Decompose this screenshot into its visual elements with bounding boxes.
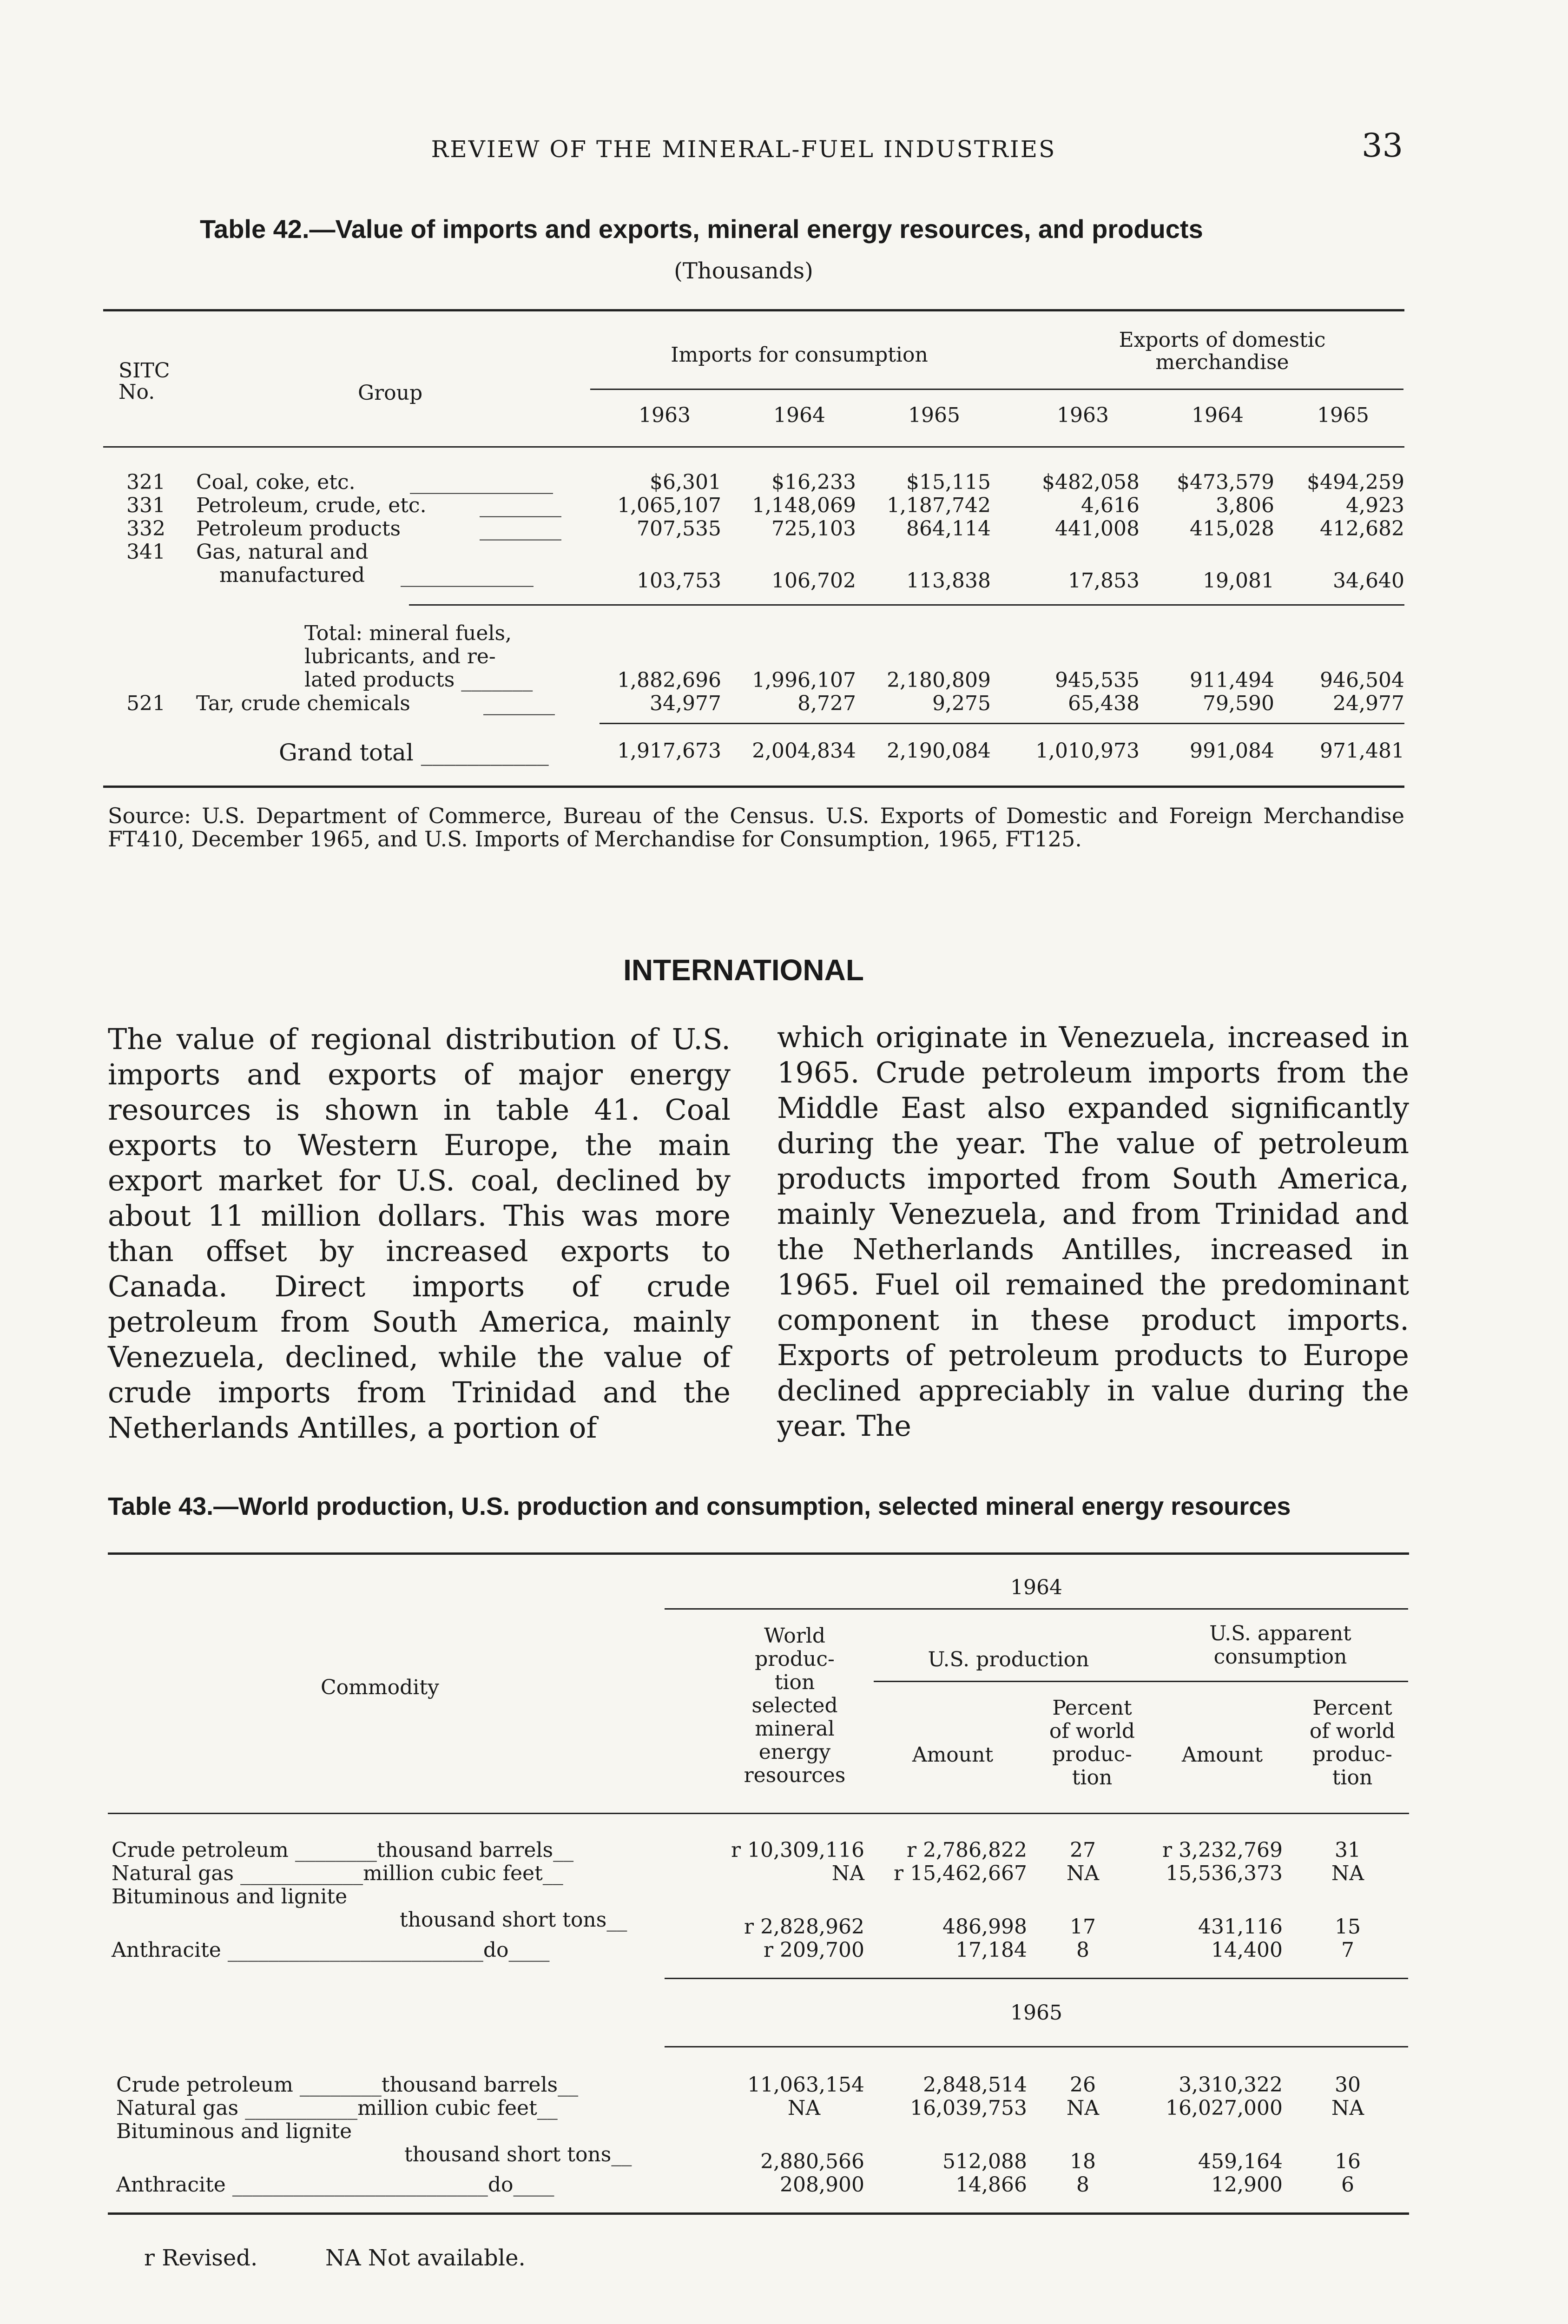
table42-unit: (Thousands) [674,258,813,284]
table42-group-header: Group [358,381,423,405]
value-cell: $473,579 [1177,470,1274,494]
commodity-cell: Crude petroleum ________thousand barrels__ [116,2073,579,2097]
section-heading: INTERNATIONAL [623,953,864,987]
value-cell: $6,301 [650,470,721,494]
value-cell: 4,616 [1081,494,1140,517]
amount-header: Amount [912,1743,994,1767]
page-number: 33 [1362,126,1403,165]
percent-header: Percent of world produc- tion [1309,1696,1396,1789]
table42-sitc-header: SITC No. [119,359,170,404]
leader-dots: ________ [480,517,561,541]
cons-amount-cell: 431,116 [1198,1915,1283,1939]
value-cell: 8,727 [797,692,856,715]
value-cell: 106,702 [771,569,856,593]
us-pct-cell: 8 [1076,1938,1089,1962]
grand-total-value: 2,190,084 [887,739,991,763]
cons-pct-cell: 30 [1335,2073,1361,2097]
table43-title: Table 43.—World production, U.S. production and consumption, selected mineral energy resources [108,1492,1291,1520]
group-cell: Petroleum, crude, etc. [196,494,427,517]
table42-source-note: Source: U.S. Department of Commerce, Bureau of the Census. U.S. Exports of Domestic and Foreign Merchandise FT410, December 1965, and U.S. Imports of Merchandise for Consumption, 1965, FT125. [108,803,1404,852]
value-cell: 1,148,069 [752,494,856,517]
commodity-cell: Bituminous and lignite [116,2119,352,2143]
commodity-unit-cell: thousand short tons__ [404,2143,632,2166]
table42-year: 1965 [1317,403,1369,427]
table43-1964-body [0,1838,1568,1978]
value-cell: 34,977 [650,692,721,715]
us-amount-cell: 14,866 [955,2173,1027,2197]
table42-year: 1963 [639,403,691,427]
sitc-cell: 331 [126,494,165,517]
value-cell: $494,259 [1307,470,1404,494]
leader-dots: _______ [483,692,555,715]
value-cell: 9,275 [932,692,991,715]
commodity-cell: Natural gas ___________million cubic feet__ [116,2096,558,2120]
us-amount-cell: 486,998 [942,1915,1027,1939]
cons-amount-cell: 3,310,322 [1179,2073,1283,2097]
value-cell: 24,977 [1333,692,1404,715]
table42-imports-header: Imports for consumption [671,343,928,367]
world-cell: 208,900 [780,2173,864,2197]
world-cell: NA [787,2096,821,2120]
value-cell: 113,838 [906,569,991,593]
group-cell: Petroleum products [196,517,401,541]
table42-total-rule [409,604,1404,606]
commodity-unit-cell: thousand short tons__ [400,1908,627,1932]
table43-subheader-rule [874,1681,1408,1682]
cons-pct-cell: NA [1331,1862,1364,1885]
value-cell: 725,103 [771,517,856,541]
cons-pct-cell: 31 [1335,1838,1361,1862]
sitc-cell: 341 [126,540,165,564]
sitc-cell: 321 [126,470,165,494]
footnote-na: NA Not available. [325,2245,526,2271]
leader-dots: _____________ [401,563,534,587]
leader-dots: ______________ [410,470,553,494]
us-amount-cell: 512,088 [942,2150,1027,2173]
table42-subheader-rule [590,389,1403,390]
total-value: 2,180,809 [887,668,991,692]
leader-dots: ________ [480,494,561,517]
value-cell: 1,187,742 [887,494,991,517]
us-pct-cell: 8 [1076,2173,1089,2197]
value-cell: $482,058 [1042,470,1140,494]
sitc-cell: 521 [126,692,165,715]
group-cell: Gas, natural and [196,540,369,564]
group-cell: Tar, crude chemicals [196,692,410,715]
sitc-cell: 332 [126,517,165,541]
table43-header-rule [108,1813,1409,1814]
table42-year: 1965 [908,403,960,427]
table43-year-1964: 1964 [1010,1576,1062,1599]
value-cell: 415,028 [1190,517,1274,541]
us-pct-cell: 17 [1070,1915,1096,1939]
value-cell: 3,806 [1216,494,1274,517]
value-cell: 17,853 [1068,569,1140,593]
value-cell: 707,535 [637,517,721,541]
grand-total-value: 2,004,834 [752,739,856,763]
value-cell: 4,923 [1346,494,1404,517]
table42-year: 1964 [773,403,825,427]
commodity-header: Commodity [321,1676,439,1699]
cons-pct-cell: 7 [1341,1938,1354,1962]
table43-1965-top-rule [665,1978,1408,1979]
us-amount-cell: r 15,462,667 [894,1862,1027,1885]
table42-year: 1964 [1192,403,1244,427]
world-cell: r 209,700 [764,1938,864,1962]
grand-total-value: 991,084 [1190,739,1274,763]
grand-total-value: 1,917,673 [617,739,721,763]
world-cell: 2,880,566 [760,2150,864,2173]
grand-total-value: 971,481 [1320,739,1404,763]
us-amount-cell: 16,039,753 [910,2096,1027,2120]
table42-exports-header: Exports of domestic merchandise [1119,328,1326,374]
cons-amount-cell: 459,164 [1198,2150,1283,2173]
value-cell: 412,682 [1320,517,1404,541]
world-cell: r 2,828,962 [744,1915,864,1939]
paragraph-right: which originate in Venezuela, increased in 1965. Crude petroleum imports from the Middle East also expanded significantly during the year. The value of petroleum products imported from South America, mainly Venezuela, and from Trinidad and the Netherlands Antilles, increased in 1965. Fuel oil remained the predominant component in these product imports. Exports of petroleum products to Europe declined appreciably in value during the year. The [777,1020,1409,1443]
footnote-revised: r Revised. [144,2245,258,2271]
world-cell: NA [831,1862,864,1885]
us-amount-cell: r 2,786,822 [907,1838,1027,1862]
paragraph-left: The value of regional distribution of U.S. imports and exports of major energy resources is shown in table 41. Coal exports to Western Europe, the main export market for U.S. coal, declined by about 11 million dollars. This was more than offset by increased exports to Canada. Direct imports of crude petroleum from South America, mainly Venezuela, declined, while the value of crude imports from Trinidad and the Netherlands Antilles, a portion of [108,1022,731,1445]
table43-year-1965: 1965 [1010,2001,1062,2025]
commodity-cell: Bituminous and lignite [112,1885,348,1908]
table42-bottom-rule [103,786,1404,788]
us-pct-cell: NA [1066,1862,1100,1885]
commodity-cell: Crude petroleum ________thousand barrels__ [112,1838,574,1862]
cons-amount-cell: r 3,232,769 [1162,1838,1283,1862]
grand-total-value: 1,010,973 [1035,739,1140,763]
cons-amount-cell: 14,400 [1211,1938,1283,1962]
value-cell: 65,438 [1068,692,1140,715]
world-production-header: World produc- tion selected mineral energy resources [744,1624,846,1787]
us-pct-cell: NA [1066,2096,1100,2120]
table42-title: Table 42.—Value of imports and exports, mineral energy resources, and products [200,214,1203,244]
table42-header-rule [103,446,1404,448]
percent-header: Percent of world produc- tion [1049,1696,1135,1789]
commodity-cell: Anthracite _________________________do____ [116,2173,554,2197]
total-value: 945,535 [1055,668,1140,692]
table43-year-rule [665,1608,1408,1610]
table42-top-rule [103,309,1404,311]
value-cell: 103,753 [637,569,721,593]
group-cell: manufactured [219,563,365,587]
total-value: 1,882,696 [617,668,721,692]
table43-1965-body [0,2073,1568,2212]
table42-total-label: Total: mineral fuels, lubricants, and re- lated products _______ [304,621,533,692]
cons-amount-cell: 15,536,373 [1166,1862,1283,1885]
cons-pct-cell: NA [1331,2096,1364,2120]
us-pct-cell: 26 [1070,2073,1096,2097]
value-cell: 441,008 [1055,517,1140,541]
world-cell: 11,063,154 [747,2073,864,2097]
commodity-cell: Natural gas ____________million cubic feet__ [112,1862,563,1885]
total-value: 946,504 [1320,668,1404,692]
us-production-header: U.S. production [928,1648,1089,1671]
us-pct-cell: 18 [1070,2150,1096,2173]
value-cell: $16,233 [771,470,856,494]
value-cell: $15,115 [906,470,991,494]
cons-pct-cell: 15 [1335,1915,1361,1939]
value-cell: 34,640 [1333,569,1404,593]
running-header: REVIEW OF THE MINERAL-FUEL INDUSTRIES [431,136,1056,163]
table42-year: 1963 [1057,403,1109,427]
table43-bottom-rule [108,2212,1409,2215]
us-pct-cell: 27 [1070,1838,1096,1862]
cons-amount-cell: 16,027,000 [1166,2096,1283,2120]
cons-pct-cell: 16 [1335,2150,1361,2173]
commodity-cell: Anthracite _________________________do____ [112,1938,550,1962]
value-cell: 1,065,107 [617,494,721,517]
grand-total-label: Grand total ___________ [279,739,549,766]
us-consumption-header: U.S. apparent consumption [1209,1622,1351,1669]
cons-amount-cell: 12,900 [1211,2173,1283,2197]
total-value: 1,996,107 [752,668,856,692]
table42-grand-rule [600,723,1404,724]
us-amount-cell: 17,184 [955,1938,1027,1962]
cons-pct-cell: 6 [1341,2173,1354,2197]
group-cell: Coal, coke, etc. [196,470,356,494]
amount-header: Amount [1181,1743,1263,1767]
total-value: 911,494 [1190,668,1274,692]
value-cell: 864,114 [906,517,991,541]
table43-1965-rule [665,2046,1408,2047]
value-cell: 79,590 [1203,692,1274,715]
value-cell: 19,081 [1203,569,1274,593]
world-cell: r 10,309,116 [731,1838,864,1862]
table43-top-rule [108,1552,1409,1555]
us-amount-cell: 2,848,514 [923,2073,1027,2097]
